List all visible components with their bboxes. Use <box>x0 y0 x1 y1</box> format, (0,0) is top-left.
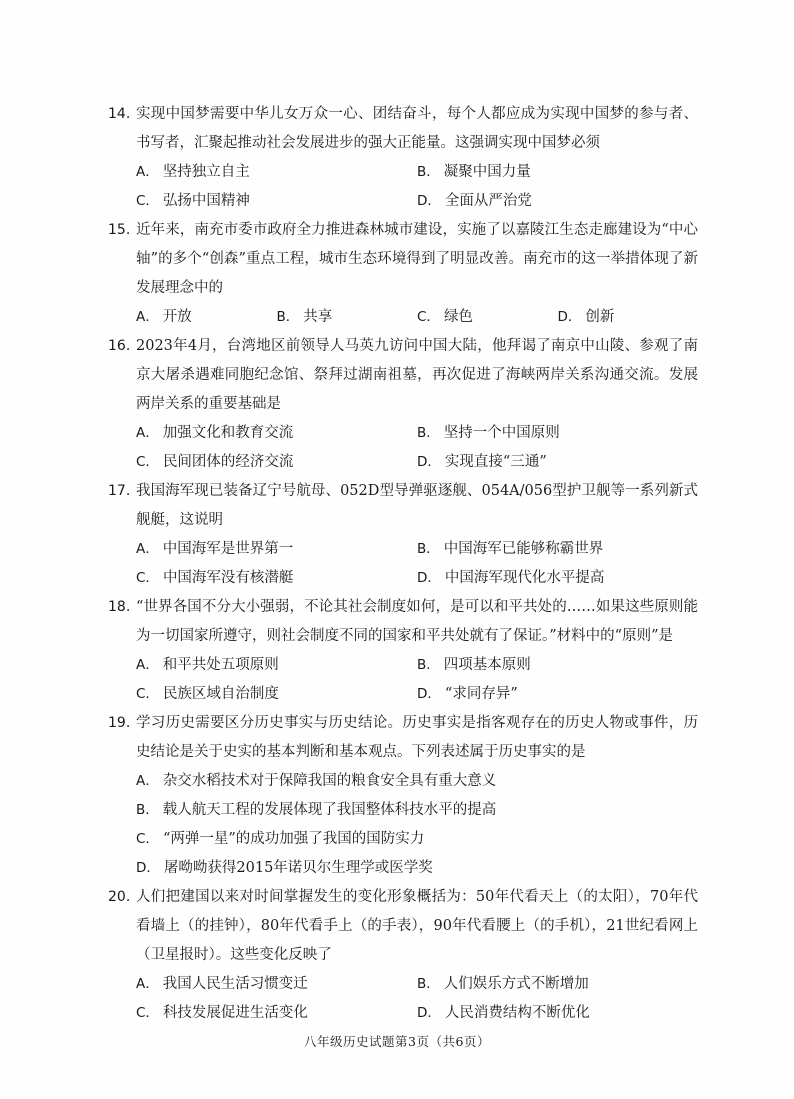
question-text: 2023年4月，台湾地区前领导人马英九访问中国大陆，他拜谒了南京中山陵、参观了南京大屠杀遇难同胞纪念馆、祭拜过湖南祖墓，再次促进了海峡两岸关系沟通交流。发展两岸关系的重要基础是 <box>136 338 698 412</box>
options <box>108 970 698 1028</box>
question-stem <box>108 593 698 651</box>
question-stem <box>108 883 698 970</box>
option-d: D． 创新 <box>557 309 615 325</box>
question-number: 19. <box>108 715 131 731</box>
option-d: D． 实现直接“三通” <box>417 454 547 470</box>
options <box>108 158 698 216</box>
question-number: 18. <box>108 599 131 615</box>
question-16 <box>108 332 698 477</box>
question-19 <box>108 709 698 883</box>
question-list <box>108 100 698 1028</box>
option-d: D． 中国海军现代化水平提高 <box>417 570 605 586</box>
option-b: B． 坚持一个中国原则 <box>417 425 560 441</box>
option-a: A． 中国海军是世界第一 <box>136 541 294 557</box>
option-b: B． 凝聚中国力量 <box>417 164 531 180</box>
options <box>108 767 698 883</box>
option-c: C． 民族区域自治制度 <box>136 686 279 702</box>
question-text: 人们把建国以来对时间掌握发生的变化形象概括为：50年代看天上（的太阳），70年代看墙上（的挂钟），80年代看手上（的手表），90年代看腰上（的手机），21世纪看网上（卫星报时）。这些变化反映了 <box>136 889 698 963</box>
question-20 <box>108 883 698 1028</box>
options <box>108 535 698 593</box>
option-b: B． 载人航天工程的发展体现了我国整体科技水平的提高 <box>136 802 497 818</box>
options <box>108 419 698 477</box>
option-c: C． 民间团体的经济交流 <box>136 454 294 470</box>
option-a: A． 我国人民生活习惯变迁 <box>136 976 308 992</box>
option-a: A． 开放 <box>136 309 192 325</box>
question-text: 学习历史需要区分历史事实与历史结论。历史事实是指客观存在的历史人物或事件，历史结论是关于史实的基本判断和基本观点。下列表述属于历史事实的是 <box>136 715 698 760</box>
option-d: D． 屠呦呦获得2015年诺贝尔生理学或医学奖 <box>136 860 433 876</box>
option-b: B． 中国海军已能够称霸世界 <box>417 541 604 557</box>
question-number: 14. <box>108 106 131 122</box>
page-footer: 八年级历史试题第3页（共6页） <box>304 1034 490 1049</box>
option-b: B． 四项基本原则 <box>417 657 531 673</box>
question-text: 近年来，南充市委市政府全力推进森林城市建设，实施了以嘉陵江生态走廊建设为“中心轴”的多个“创森”重点工程，城市生态环境得到了明显改善。南充市的这一举措体现了新发展理念中的 <box>136 222 698 296</box>
question-text: “世界各国不分大小强弱，不论其社会制度如何，是可以和平共处的……如果这些原则能为一切国家所遵守，则社会制度不同的国家和平共处就有了保证。”材料中的“原则”是 <box>136 599 698 644</box>
question-stem <box>108 477 698 535</box>
options <box>108 651 698 709</box>
option-a: A． 加强文化和教育交流 <box>136 425 294 441</box>
question-17 <box>108 477 698 593</box>
option-c: C． 中国海军没有核潜艇 <box>136 570 294 586</box>
question-stem <box>108 216 698 303</box>
question-text: 实现中国梦需要中华儿女万众一心、团结奋斗，每个人都应成为实现中国梦的参与者、书写者，汇聚起推动社会发展进步的强大正能量。这强调实现中国梦必须 <box>136 106 698 151</box>
options <box>108 303 698 332</box>
option-d: D． 人民消费结构不断优化 <box>417 1005 590 1021</box>
option-a: A． 杂交水稻技术对于保障我国的粮食安全具有重大意义 <box>136 773 497 789</box>
question-number: 16. <box>108 338 131 354</box>
option-a: A． 坚持独立自主 <box>136 164 250 180</box>
question-stem <box>108 332 698 419</box>
option-c: C． 弘扬中国精神 <box>136 193 250 209</box>
question-stem <box>108 709 698 767</box>
option-c: C． “两弹一星”的成功加强了我国的国防实力 <box>136 831 425 847</box>
question-text: 我国海军现已装备辽宁号航母、052D型导弹驱逐舰、054A/056型护卫舰等一系列新式舰艇，这说明 <box>136 483 698 528</box>
question-number: 17. <box>108 483 131 499</box>
question-14 <box>108 100 698 216</box>
option-a: A． 和平共处五项原则 <box>136 657 279 673</box>
option-d: D． 全面从严治党 <box>417 193 532 209</box>
question-stem <box>108 100 698 158</box>
option-d: D． “求同存异” <box>417 686 518 702</box>
question-number: 15. <box>108 222 131 238</box>
option-b: B． 人们娱乐方式不断增加 <box>417 976 589 992</box>
option-c: C． 绿色 <box>417 309 473 325</box>
option-b: B． 共享 <box>276 309 333 325</box>
question-18 <box>108 593 698 709</box>
option-c: C． 科技发展促进生活变化 <box>136 1005 308 1021</box>
question-number: 20. <box>108 889 131 905</box>
question-15 <box>108 216 698 332</box>
